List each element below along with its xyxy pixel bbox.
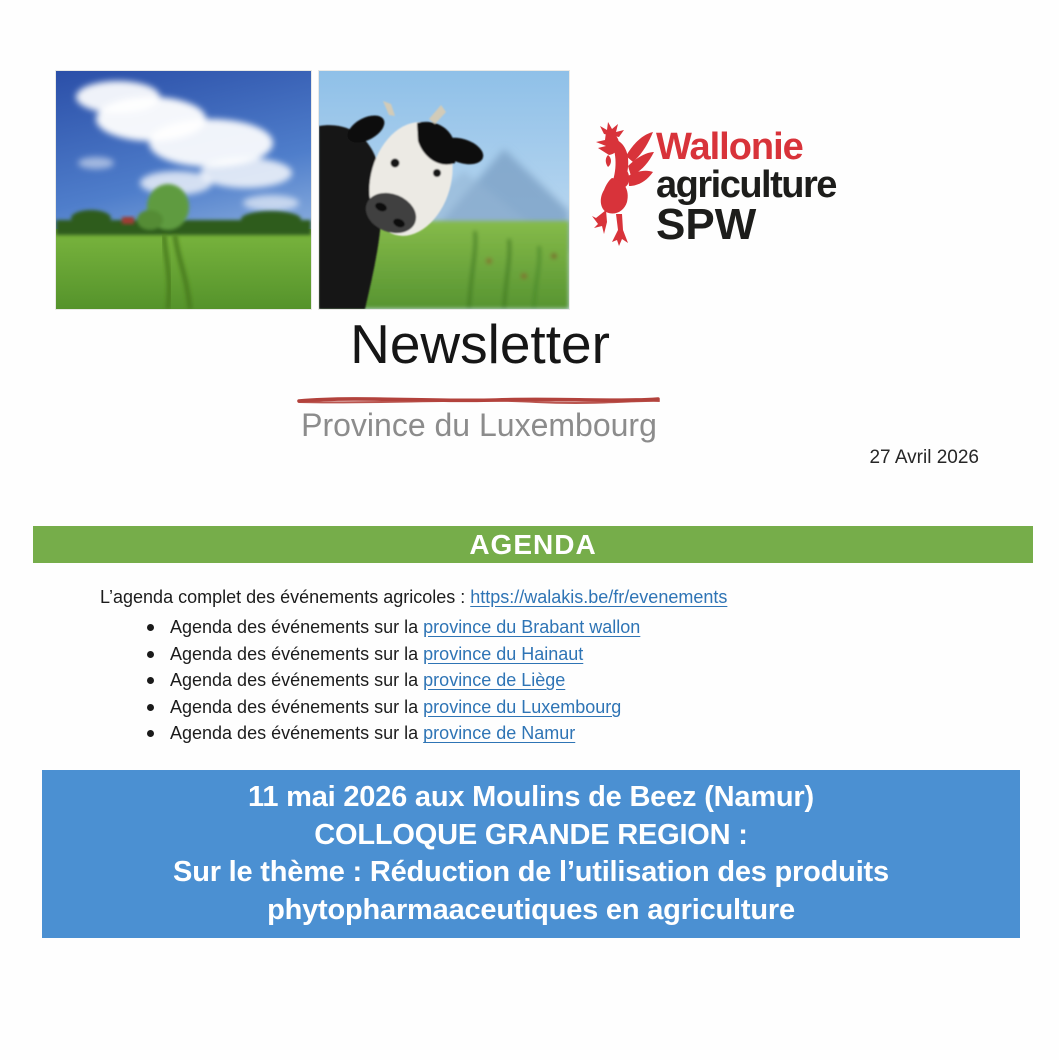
landscape-meadow-illustration — [56, 71, 311, 309]
walloon-rooster-icon — [590, 122, 654, 248]
colloque-event-banner — [42, 770, 1020, 938]
logo-agriculture: agriculture — [656, 164, 836, 206]
cow-illustration — [319, 71, 569, 309]
province-brabant-wallon-link[interactable]: province du Brabant wallon — [423, 617, 641, 637]
agenda-province-list — [144, 614, 640, 747]
list-item-text: Agenda des événements sur la — [170, 723, 424, 744]
list-item-text: Agenda des événements sur la — [170, 617, 424, 637]
newsletter-title: Newsletter — [350, 313, 610, 375]
landscape-meadow-photo — [55, 70, 312, 310]
agenda-full-link[interactable]: https://walakis.be/fr/evenements — [470, 587, 728, 607]
agenda-intro-text: L’agenda complet des événements agricoles : — [100, 587, 471, 607]
list-item — [144, 667, 640, 694]
agenda-intro-line — [100, 587, 727, 608]
list-item — [144, 720, 640, 747]
list-item-text: Agenda des événements sur la — [170, 643, 424, 664]
list-item-text: Agenda des événements sur la — [170, 670, 424, 691]
list-item — [144, 641, 640, 668]
list-item — [144, 694, 640, 721]
agenda-banner-label: AGENDA — [469, 529, 597, 560]
cow-pasture-photo — [318, 70, 570, 310]
newsletter-subtitle: Province du Luxembourg — [301, 407, 657, 443]
event-banner-line: phytopharmaaceutiques en agriculture — [267, 893, 795, 926]
event-banner-line: Sur le thème : Réduction de l’utilisation des produits — [173, 856, 889, 888]
agenda-section-banner — [33, 526, 1033, 563]
province-luxembourg-link[interactable]: province du Luxembourg — [423, 696, 622, 717]
event-banner-line: 11 mai 2026 aux Moulins de Beez (Namur) — [248, 781, 814, 813]
province-liege-link[interactable]: province de Liège — [423, 670, 566, 691]
logo-spw: SPW — [656, 200, 757, 249]
logo-wallonie: Wallonie — [656, 126, 803, 168]
issue-date: 27 Avril 2026 — [869, 447, 979, 468]
list-item — [144, 614, 640, 641]
province-namur-link[interactable]: province de Namur — [423, 723, 576, 744]
logo-text — [656, 126, 836, 249]
list-item-text: Agenda des événements sur la — [170, 696, 424, 717]
title-underline-stroke — [296, 392, 662, 408]
wallonie-agriculture-spw-logo — [590, 122, 836, 248]
province-hainaut-link[interactable]: province du Hainaut — [423, 643, 584, 664]
event-banner-line: COLLOQUE GRANDE REGION : — [314, 818, 748, 851]
